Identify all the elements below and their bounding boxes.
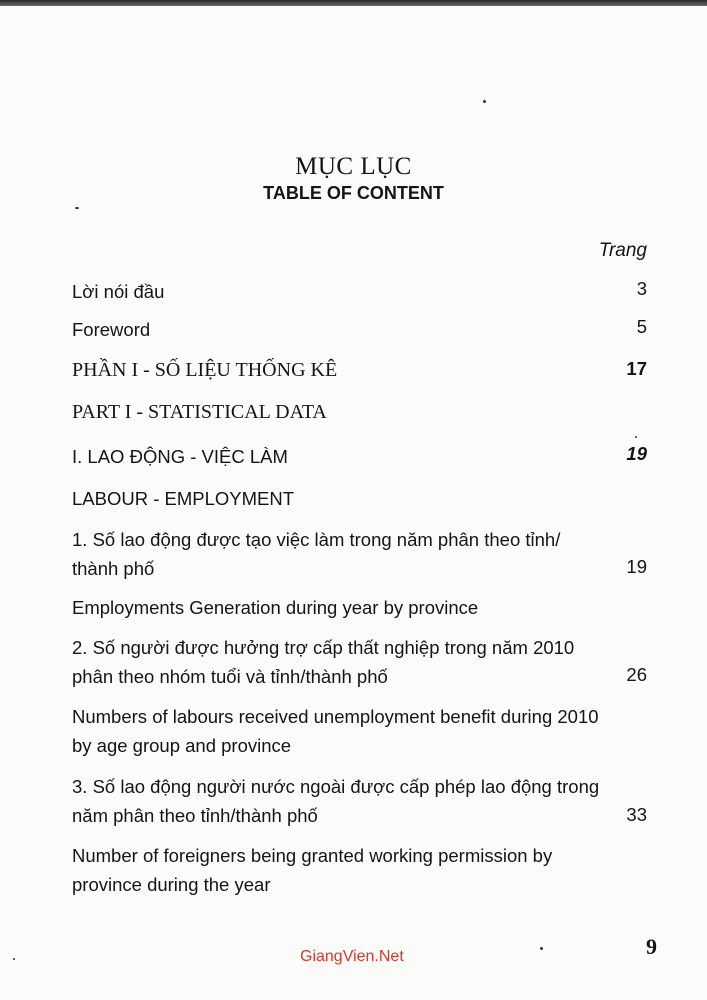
toc-part-heading-en: PART I - STATISTICAL DATA [72, 401, 327, 423]
page-number: 9 [646, 934, 657, 959]
toc-item-2-en-line2: by age group and province [72, 735, 292, 756]
toc-section-heading-en: LABOUR - EMPLOYMENT [72, 488, 295, 509]
toc-item-2-vi-line2: phân theo nhóm tuổi và tỉnh/thành phố [72, 666, 388, 687]
toc-item-3-en-line1: Number of foreigners being granted working permission by [72, 845, 553, 866]
toc-page-number: 26 [626, 664, 647, 685]
toc-item-1-vi-line2: thành phố [72, 558, 155, 579]
toc-page-number: 3 [636, 278, 647, 299]
toc-item-3-en-line2: province during the year [72, 874, 271, 895]
toc-item-2-en-line1: Numbers of labours received unemployment benefit during 2010 [72, 706, 599, 727]
watermark: GiangVien.Net [300, 948, 404, 965]
page-top-border [0, 0, 707, 6]
toc-item-3-vi-line2: năm phân theo tỉnh/thành phố [72, 805, 318, 826]
toc-section-heading-vi: I. LAO ĐỘNG - VIỆC LÀM [72, 446, 288, 467]
toc-item-3-vi-line1: 3. Số lao động người nước ngoài được cấp phép lao động trong [72, 776, 600, 797]
toc-page-number: 19 [626, 556, 647, 577]
page-column-label: Trang [598, 240, 647, 261]
scan-speck [483, 100, 486, 103]
toc-title-english: TABLE OF CONTENT [263, 183, 444, 203]
toc-item-1-en: Employments Generation during year by province [72, 597, 479, 618]
toc-page-number: 19 [626, 443, 647, 464]
toc-entry-foreword-en: Foreword [72, 319, 151, 340]
toc-page-number: 33 [626, 804, 647, 825]
scan-speck [75, 207, 79, 209]
toc-page-number: 5 [636, 316, 647, 337]
scan-speck [13, 958, 15, 960]
toc-item-2-vi-line1: 2. Số người được hưởng trợ cấp thất nghiệp trong năm 2010 [72, 637, 575, 658]
scan-speck [540, 947, 543, 950]
toc-part-heading-vi: PHẦN I - SỐ LIỆU THỐNG KÊ [72, 359, 338, 381]
toc-entry-foreword-vi: Lời nói đầu [72, 281, 165, 302]
scan-speck [635, 436, 637, 438]
toc-item-1-vi-line1: 1. Số lao động được tạo việc làm trong năm phân theo tỉnh/ [72, 529, 561, 550]
toc-title-vietnamese: MỤC LỤC [295, 153, 412, 180]
toc-page-number: 17 [626, 358, 647, 379]
